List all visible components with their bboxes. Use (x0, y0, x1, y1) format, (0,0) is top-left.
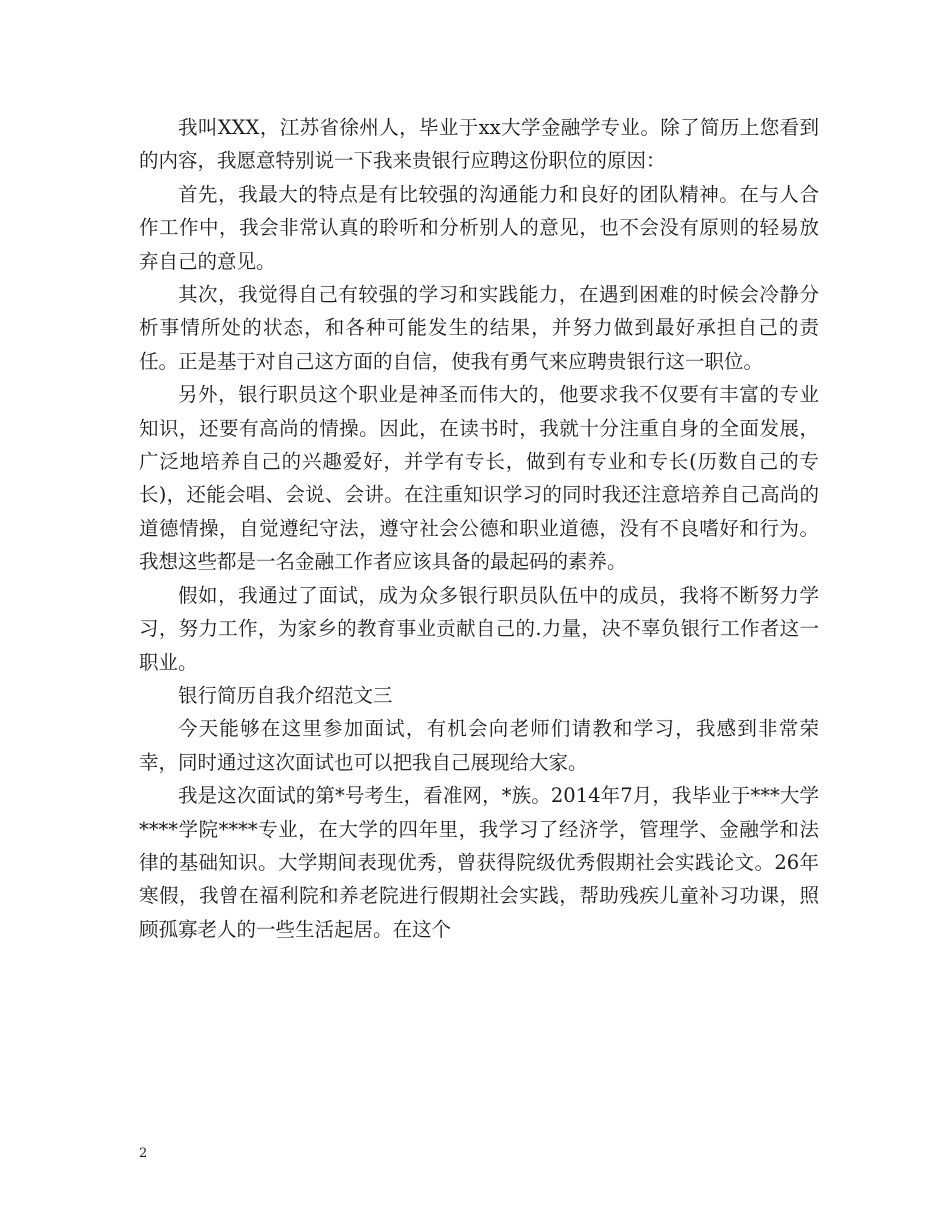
document-body (139, 111, 819, 946)
paragraph-third-point: 另外，银行职员这个职业是神圣而伟大的，他要求我不仅要有丰富的专业知识，还要有高尚的情操。因此，在读书时，我就十分注重自身的全面发展，广泛地培养自己的兴趣爱好，并学有专长，做到有专业和专长(历数自己的专长)，还能会唱、会说、会讲。在注重知识学习的同时我还注意培养自己高尚的道德情操，自觉遵纪守法，遵守社会公德和职业道德，没有不良嗜好和行为。我想这些都是一名金融工作者应该具备的最起码的素养。 (139, 383, 819, 574)
paragraph-background: 我是这次面试的第*号考生，看准网，*族。2014年7月，我毕业于***大学****学院****专业，在大学的四年里，我学习了经济学，管理学、金融学和法律的基础知识。大学期间表现优秀，曾获得院级优秀假期社会实践论文。26年寒假，我曾在福利院和养老院进行假期社会实践，帮助残疾儿童补习功课，照顾孤寡老人的一些生活起居。在这个 (139, 784, 819, 941)
paragraph-intro: 我叫XXX，江苏省徐州人，毕业于xx大学金融学专业。除了简历上您看到的内容，我愿意特别说一下我来贵银行应聘这份职位的原因： (139, 116, 819, 173)
paragraph-greeting: 今天能够在这里参加面试，有机会向老师们请教和学习，我感到非常荣幸，同时通过这次面试也可以把我自己展现给大家。 (139, 717, 819, 774)
paragraph-first-point: 首先，我最大的特点是有比较强的沟通能力和良好的团队精神。在与人合作工作中，我会非常认真的聆听和分析别人的意见，也不会没有原则的轻易放弃自己的意见。 (139, 182, 819, 273)
paragraph-conclusion: 假如，我通过了面试，成为众多银行职员队伍中的成员，我将不断努力学习，努力工作，为家乡的教育事业贡献自己的.力量，决不辜负银行工作者这一职业。 (139, 583, 819, 674)
section-heading: 银行简历自我介绍范文三 (178, 683, 393, 707)
page-number: 2 (139, 1146, 148, 1161)
paragraph-second-point: 其次，我觉得自己有较强的学习和实践能力，在遇到困难的时候会冷静分析事情所处的状态，和各种可能发生的结果，并努力做到最好承担自己的责任。正是基于对自己这方面的自信，使我有勇气来应聘贵银行这一职位。 (139, 283, 819, 373)
